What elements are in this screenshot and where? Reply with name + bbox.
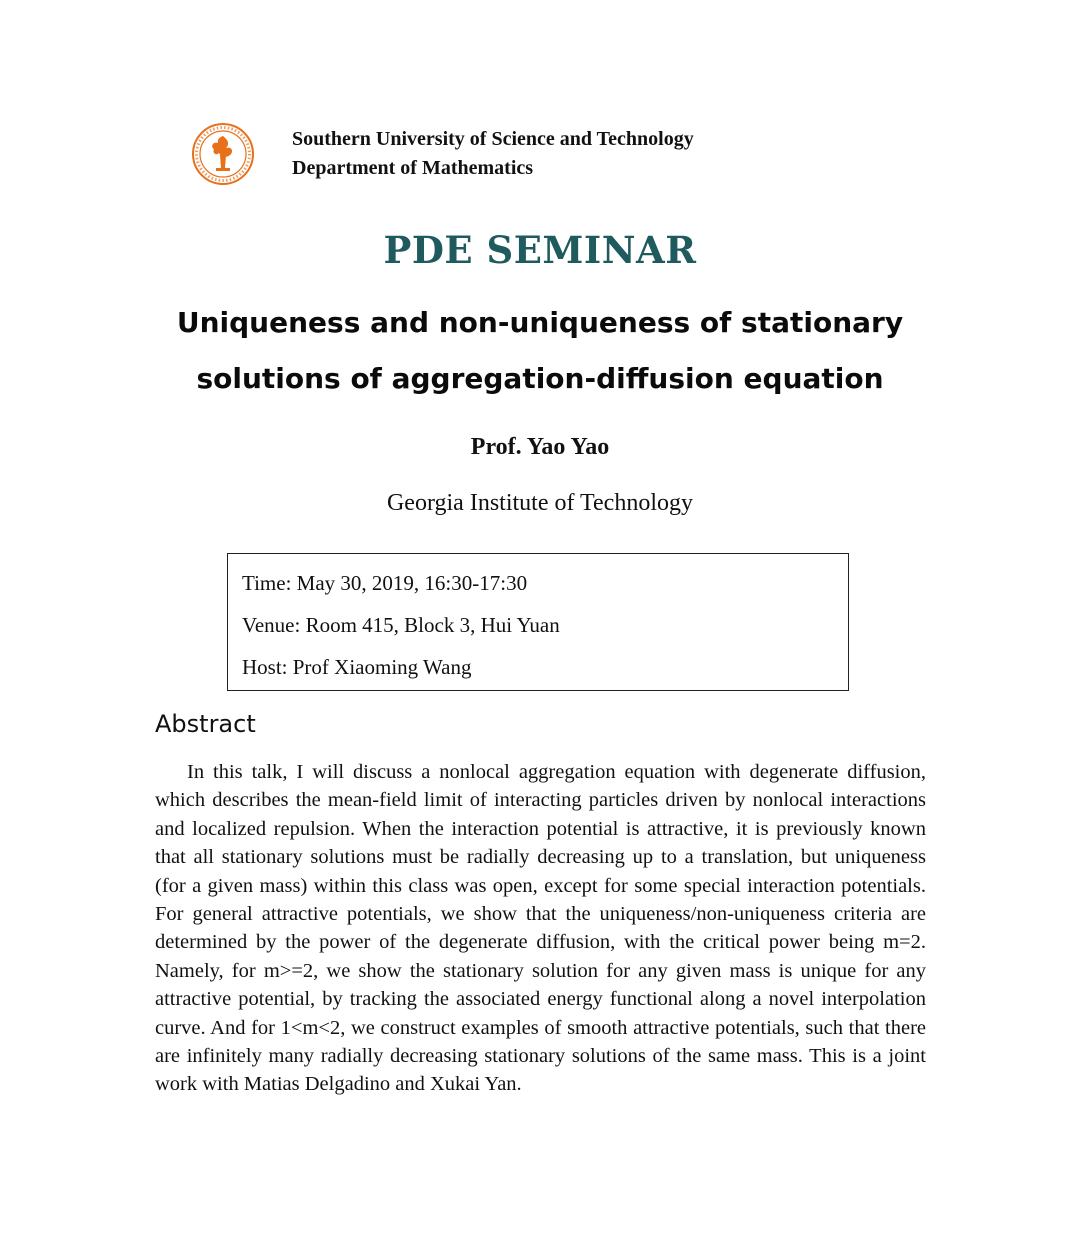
- event-host: Host: Prof Xiaoming Wang: [242, 655, 472, 679]
- event-time: Time: May 30, 2019, 16:30-17:30: [242, 571, 528, 595]
- speaker-name: Prof. Yao Yao: [470, 434, 610, 460]
- event-details-box: [227, 553, 849, 691]
- university-name: Southern University of Science and Technology: [292, 128, 694, 150]
- seminar-title: PDE SEMINAR: [383, 228, 697, 272]
- speaker-affiliation: Georgia Institute of Technology: [386, 490, 694, 516]
- abstract-heading: Abstract: [155, 710, 256, 738]
- abstract-text: In this talk, I will discuss a nonlocal aggregation equation with degenerate diffusion, which describes the mean-field limit of interacting particles driven by nonlocal interactions and localized repulsion. When the interaction potential is attractive, it is previously known that all stationary solutions must be radially decreasing up to a translation, but uniqueness (for a given mass) within this class was open, except for some special interaction potentials. For general attractive potentials, we show that the uniqueness/non-uniqueness criteria are determined by the power of the degenerate diffusion, with the critical power being m=2. Namely, for m>=2, we show the stationary solution for any given mass is unique for any attractive potential, by tracking the associated energy functional along a novel interpolation curve. And for 1<m<2, we construct examples of smooth attractive potentials, such that there are infinitely many radially decreasing stationary solutions of the same mass. This is a joint work with Matias Delgadino and Xukai Yan.: [155, 761, 926, 1096]
- event-venue: Venue: Room 415, Block 3, Hui Yuan: [242, 613, 560, 637]
- university-logo: [190, 122, 256, 186]
- university-seal-icon: [190, 122, 256, 186]
- talk-title-line-2: solutions of aggregation-diffusion equation: [196, 362, 884, 395]
- institution-header: [292, 125, 694, 183]
- talk-title-line-1: Uniqueness and non-uniqueness of stationary: [176, 306, 904, 339]
- department-name: Department of Mathematics: [292, 157, 534, 179]
